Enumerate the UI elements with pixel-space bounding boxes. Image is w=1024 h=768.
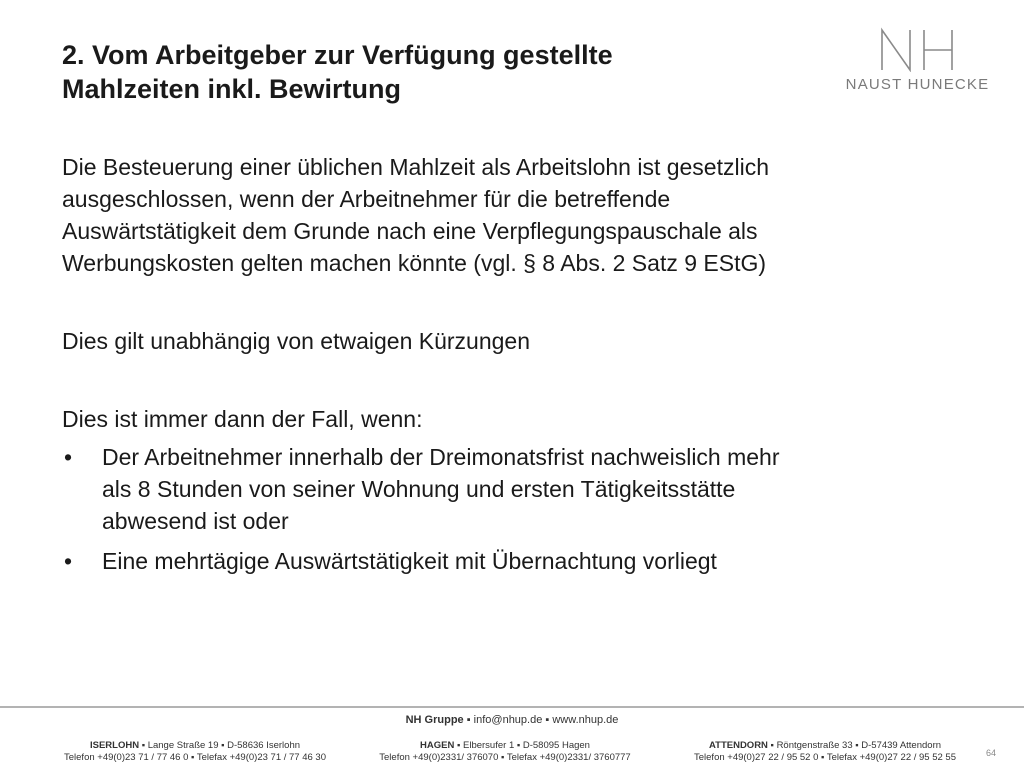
footer-office-address: ▪ Lange Straße 19 ▪ D-58636 Iserlohn bbox=[139, 740, 301, 751]
footer-office-city: ATTENDORN bbox=[708, 740, 768, 751]
nh-logo-mark bbox=[879, 26, 955, 72]
paragraph-line: ausgeschlossen, wenn der Arbeitnehmer für die betreffende bbox=[62, 186, 671, 212]
logo-wordmark: NAUST HUNECKE bbox=[845, 76, 990, 93]
slide-title-line-2: Mahlzeiten inkl. Bewirtung bbox=[62, 74, 402, 104]
conditions-list bbox=[62, 441, 962, 577]
slide-body bbox=[62, 151, 962, 585]
page-number: 64 bbox=[986, 748, 997, 758]
list-item-line: Eine mehrtägige Auswärtstätigkeit mit Übernachtung vorliegt bbox=[102, 548, 717, 574]
paragraph-line: Die Besteuerung einer üblichen Mahlzeit als Arbeitslohn ist gesetzlich bbox=[62, 154, 770, 180]
footer-office-phone: Telefon +49(0)23 71 / 77 46 0 ▪ Telefax +49(0)23 71 / 77 46 30 bbox=[64, 752, 326, 763]
list-item-line: abwesend ist oder bbox=[102, 508, 289, 534]
paragraph-line: Auswärtstätigkeit dem Grunde nach eine Verpflegungspauschale als bbox=[62, 218, 758, 244]
bullet-icon: • bbox=[64, 548, 73, 574]
footer-office-iserlohn bbox=[50, 740, 340, 764]
slide-title bbox=[62, 38, 822, 106]
footer-office-phone: Telefon +49(0)27 22 / 95 52 0 ▪ Telefax +49(0)27 22 / 95 52 55 bbox=[694, 752, 956, 763]
footer-office-hagen bbox=[360, 740, 650, 764]
footer-office-city: ISERLOHN bbox=[89, 740, 140, 751]
paragraph-reductions: Dies gilt unabhängig von etwaigen Kürzungen bbox=[62, 328, 530, 354]
list-item-line: als 8 Stunden von seiner Wohnung und ersten Tätigkeitsstätte bbox=[102, 476, 736, 502]
bullet-icon: • bbox=[64, 444, 73, 470]
naust-hunecke-logo bbox=[835, 26, 1000, 98]
footer-office-city: HAGEN bbox=[420, 740, 455, 751]
paragraph-taxation bbox=[62, 151, 962, 279]
list-item bbox=[62, 545, 962, 577]
footer-group-contact: ▪ info@nhup.de ▪ www.nhup.de bbox=[463, 714, 619, 726]
paragraph-conditions-intro: Dies ist immer dann der Fall, wenn: bbox=[62, 406, 423, 432]
footer-divider bbox=[0, 706, 1024, 708]
slide-title-line-1: 2. Vom Arbeitgeber zur Verfügung gestellte bbox=[62, 40, 613, 70]
footer-office-address: ▪ Röntgenstraße 33 ▪ D-57439 Attendorn bbox=[767, 740, 942, 751]
paragraph-line: Werbungskosten gelten machen könnte (vgl. § 8 Abs. 2 Satz 9 EStG) bbox=[62, 250, 767, 276]
footer-group-name: NH Gruppe bbox=[405, 714, 464, 726]
footer-group-line bbox=[0, 714, 1024, 726]
footer-office-address: ▪ Elbersufer 1 ▪ D-58095 Hagen bbox=[454, 740, 590, 751]
list-item bbox=[62, 441, 962, 537]
footer-office-attendorn bbox=[680, 740, 970, 764]
list-item-line: Der Arbeitnehmer innerhalb der Dreimonatsfrist nachweislich mehr bbox=[102, 444, 780, 470]
footer-office-phone: Telefon +49(0)2331/ 376070 ▪ Telefax +49(0)2331/ 3760777 bbox=[379, 752, 631, 763]
